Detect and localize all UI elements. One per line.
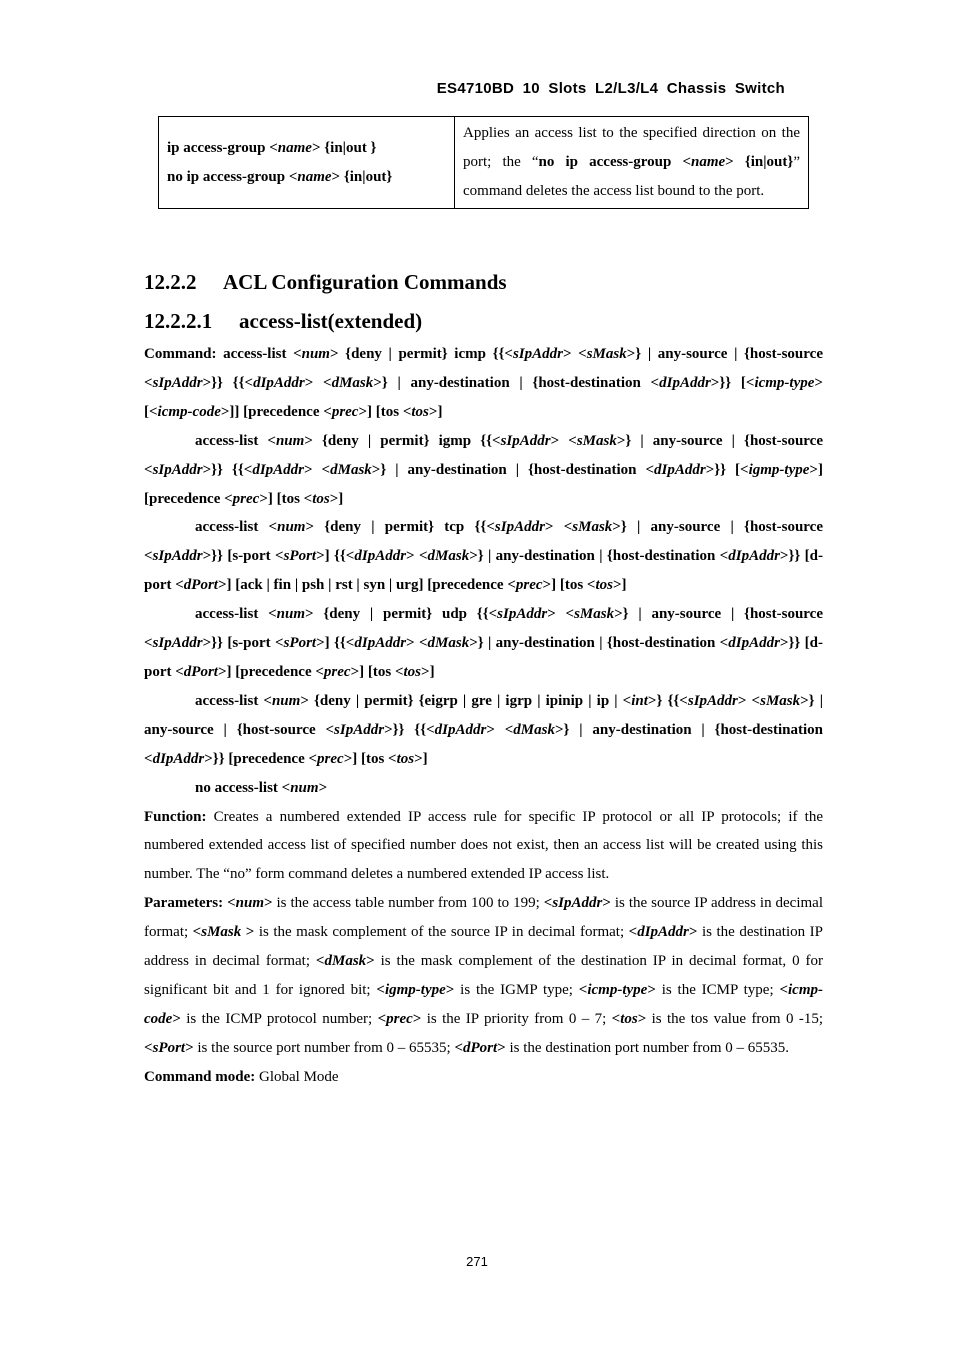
syntax-placeholder: icmp-code [157, 403, 221, 420]
syntax-keyword: >}} [< [710, 374, 755, 391]
parameter-text: < [377, 1010, 387, 1027]
syntax-keyword: >} | any-destination | {host-destination < [373, 374, 660, 391]
syntax-keyword: >]] [precedence < [220, 403, 332, 420]
parameter-text: > [241, 924, 255, 941]
parameter-text: > [185, 1039, 194, 1056]
command-syntax [144, 693, 823, 767]
mode-paragraph: Command mode: Global Mode [144, 1068, 339, 1085]
parameter-name: icmp-type [587, 981, 648, 998]
command-paragraph [144, 774, 823, 803]
syntax-keyword: >} | any-source | {host-source < [144, 519, 823, 565]
syntax-placeholder: num [301, 346, 330, 362]
section-heading: 12.2.2 ACL Configuration Commands [144, 270, 507, 294]
parameter-name: dPort [463, 1039, 498, 1056]
syntax-placeholder: dMask [427, 635, 470, 652]
syntax-keyword: access-list < [195, 432, 276, 449]
syntax-keyword: > < [406, 548, 428, 565]
syntax-keyword: > {deny | permit} igmp {{< [304, 432, 501, 449]
syntax-placeholder: tos [312, 490, 330, 507]
syntax-keyword: > < [406, 635, 428, 652]
syntax-placeholder: int [631, 692, 648, 709]
parameter-text: < [611, 1010, 621, 1027]
syntax-placeholder: sIpAddr [152, 374, 203, 391]
syntax-keyword: >} | any-source | {host-source < [144, 432, 824, 478]
page-number: 271 [466, 1254, 488, 1269]
syntax-keyword: > < [550, 432, 577, 449]
parameter-name: icmp-code [144, 981, 824, 1027]
command-syntax [144, 519, 823, 593]
syntax-placeholder: dIpAddr [152, 750, 205, 767]
syntax-keyword: > < [547, 606, 575, 623]
parameter-text: > [637, 1010, 647, 1027]
syntax-placeholder: dPort [183, 577, 218, 594]
syntax-placeholder: dIpAddr [728, 635, 780, 652]
parameters-text [144, 895, 823, 1056]
syntax-keyword: >} | any-destination | {host-destination < [371, 461, 654, 478]
parameter-name: sIpAddr [552, 895, 603, 912]
syntax-placeholder: dMask [513, 721, 555, 738]
parameter-name: dIpAddr [637, 924, 689, 941]
syntax-keyword: no access-list < [195, 779, 291, 796]
syntax-placeholder: dIpAddr [253, 374, 305, 391]
syntax-keyword: >] {{< [316, 635, 355, 652]
command-syntax-line: ip access-group <name> {in|out } [167, 139, 377, 156]
syntax-placeholder: sMask [586, 346, 627, 362]
syntax-placeholder: tos [595, 577, 613, 594]
syntax-keyword: > {deny | permit} {eigrp | gre | igrp | ipinip | ip | < [300, 692, 632, 709]
syntax-placeholder: dMask [331, 374, 374, 391]
parameter-text: < [223, 895, 236, 912]
syntax-keyword: >}} [d-port < [144, 548, 823, 594]
description-cell: Applies an access list to the specified direction on the port; the “no ip access-group <name> {in|out}” command deletes the access list bound to the port. [455, 117, 809, 209]
parameter-text: > [497, 1039, 506, 1056]
parameter-text: is the access table number from 100 to 199; [272, 895, 544, 912]
parameter-text: is the IGMP type; [454, 981, 579, 998]
parameter-text: is the destination IP address in decimal format; [144, 924, 823, 970]
syntax-keyword: >}} [s-port < [202, 635, 284, 652]
syntax-keyword: >} {{< [647, 692, 688, 709]
syntax-placeholder: sIpAddr [512, 346, 563, 362]
command-syntax [195, 780, 327, 796]
parameter-text: is the ICMP type; [655, 981, 780, 998]
syntax-keyword: >] [tos < [343, 750, 397, 767]
parameter-text: < [192, 924, 202, 941]
syntax-placeholder: dIpAddr [728, 548, 780, 565]
syntax-keyword: >] [precedence < [144, 461, 823, 507]
document-body [144, 340, 823, 1092]
syntax-placeholder: num [290, 779, 319, 796]
syntax-keyword: access-list < [216, 346, 302, 362]
parameter-text: < [628, 924, 638, 941]
command-syntax [144, 346, 823, 420]
syntax-keyword: >} | any-source | {host-source < [144, 346, 823, 391]
syntax-keyword: access-list < [195, 519, 278, 536]
syntax-keyword: > {deny | permit} tcp {{< [305, 519, 495, 536]
syntax-placeholder: sPort [283, 548, 317, 565]
parameter-text: is the ICMP protocol number; [180, 1010, 378, 1027]
parameter-text: < [144, 1039, 153, 1056]
parameter-text: is the mask complement of the source IP in decimal format; [254, 924, 629, 941]
syntax-placeholder: prec [232, 490, 260, 507]
syntax-placeholder: sIpAddr [152, 635, 203, 652]
syntax-placeholder: sIpAddr [500, 432, 551, 449]
parameter-text: is the tos value from 0 -15; [646, 1010, 824, 1027]
parameter-text: < [376, 981, 385, 998]
parameter-text: is the destination port number from 0 – 65535. [505, 1039, 790, 1056]
syntax-keyword: >] [ack | fin | psh | rst | syn | urg] [precedence < [217, 577, 516, 594]
syntax-keyword: >} | any-destination | {host-destination < [144, 721, 823, 767]
syntax-keyword: >}} {{< [202, 374, 254, 391]
syntax-placeholder: sPort [283, 635, 317, 652]
parameter-text: is the mask complement of the destination IP in decimal format, 0 for significant bit and 1 for ignored bit; [144, 953, 823, 998]
page-header: ES4710BD 10 Slots L2/L3/L4 Chassis Switch [436, 80, 785, 97]
parameter-text: < [779, 981, 789, 998]
command-syntax [144, 433, 823, 507]
function-paragraph: Function: Creates a numbered extended IP access rule for specific IP protocol or all IP protocols; if the numbered extended access list of specified number does not exist, then an access list will be created using this number. The “no” form command deletes a numbered extended IP access list. [144, 808, 823, 883]
syntax-keyword: >] [329, 490, 344, 507]
command-paragraph [144, 513, 823, 600]
syntax-keyword: >] [tos < [259, 490, 313, 507]
syntax-placeholder: sIpAddr [152, 548, 203, 565]
syntax-placeholder: sMask [576, 432, 617, 449]
parameter-name: prec [386, 1010, 413, 1027]
syntax-keyword: >}} [< [705, 461, 749, 478]
command-paragraph [144, 427, 823, 514]
parameter-text: > [412, 1010, 422, 1027]
syntax-keyword: >}} {{< [202, 461, 253, 478]
parameter-name: tos [620, 1010, 638, 1027]
parameter-name: num [235, 895, 264, 912]
syntax-placeholder: dIpAddr [354, 548, 407, 565]
syntax-placeholder: prec [515, 577, 543, 594]
syntax-keyword: >] [precedence < [217, 663, 324, 680]
syntax-keyword: > < [563, 346, 587, 362]
syntax-placeholder: dMask [330, 461, 372, 478]
syntax-placeholder: num [275, 432, 305, 449]
parameter-text: > [445, 981, 455, 998]
parameter-text: < [578, 981, 588, 998]
syntax-placeholder: igmp-type [748, 461, 810, 478]
syntax-keyword: >] [612, 577, 627, 594]
parameter-text: > [602, 895, 611, 912]
syntax-placeholder: num [277, 519, 306, 536]
syntax-placeholder: sIpAddr [152, 461, 203, 478]
command-paragraph [144, 687, 823, 774]
syntax-keyword: >] [tos < [358, 403, 412, 420]
syntax-keyword: >}} [precedence < [204, 750, 318, 767]
syntax-placeholder: dPort [183, 663, 218, 680]
parameter-text: > [688, 924, 698, 941]
syntax-keyword: access-list < [195, 606, 277, 623]
syntax-placeholder: dIpAddr [354, 635, 407, 652]
syntax-keyword: access-list < [195, 692, 272, 709]
parameter-text: < [315, 953, 325, 970]
syntax-keyword: >} | any-destination | {host-destination < [469, 635, 729, 652]
command-table [158, 116, 809, 209]
syntax-placeholder: prec [331, 403, 359, 420]
syntax-keyword: > < [304, 374, 332, 391]
syntax-keyword: >] [421, 663, 435, 680]
syntax-placeholder: icmp-type [754, 374, 815, 391]
syntax-placeholder: sIpAddr [494, 519, 545, 536]
syntax-placeholder: dIpAddr [252, 461, 305, 478]
syntax-placeholder: sMask [572, 519, 613, 536]
parameter-text: > [647, 981, 656, 998]
syntax-keyword: >} | any-destination | {host-destination < [469, 548, 729, 565]
syntax-placeholder: sIpAddr [334, 721, 385, 738]
syntax-keyword: >}} [s-port < [202, 548, 284, 565]
syntax-placeholder: tos [396, 750, 415, 767]
command-syntax-line: no ip access-group <name> {in|out} [167, 168, 393, 185]
syntax-keyword: > < [304, 461, 331, 478]
syntax-placeholder: tos [403, 663, 422, 680]
syntax-placeholder: dIpAddr [654, 461, 706, 478]
syntax-keyword: >}} {{< [384, 721, 435, 738]
syntax-keyword: > [< [144, 374, 823, 420]
syntax-keyword: >} | any-source | {host-source < [144, 606, 823, 652]
syntax-placeholder: dMask [427, 548, 470, 565]
command-syntax [144, 606, 823, 680]
syntax-placeholder: sMask [760, 692, 801, 709]
table-row [159, 117, 809, 209]
parameter-text: < [543, 895, 553, 912]
syntax-placeholder: sIpAddr [497, 606, 548, 623]
parameter-text: is the source IP address in decimal format; [144, 895, 823, 941]
parameter-text: > [264, 895, 273, 912]
syntax-placeholder: num [271, 692, 301, 709]
syntax-placeholder: dIpAddr [659, 374, 711, 391]
command-paragraph: Command: access-list <num> {deny | permit} icmp {{<sIpAddr> <sMask>} | any-source | {host-source <sIpAddr>}} {{<dIpAddr> <dMask>} | any-destination | {host-destination <dIpAddr>}} [<icmp-type> [<icmp-code>]] [precedence <prec>] [tos <tos>] [144, 346, 823, 420]
parameter-name: igmp-type [384, 981, 446, 998]
syntax-placeholder: dIpAddr [434, 721, 487, 738]
parameter-text: < [454, 1039, 463, 1056]
command-paragraph [144, 600, 823, 687]
command-cell [159, 117, 455, 209]
syntax-placeholder: tos [411, 403, 429, 420]
syntax-keyword: >] [tos < [542, 577, 596, 594]
syntax-keyword: >] [428, 403, 443, 420]
syntax-placeholder: sMask [574, 606, 615, 623]
syntax-placeholder: num [276, 606, 306, 623]
parameter-name: sPort [152, 1039, 186, 1056]
syntax-placeholder: prec [317, 750, 344, 767]
syntax-keyword: >} | any-source | {host-source < [144, 692, 823, 738]
syntax-keyword: > < [486, 721, 514, 738]
parameter-name: dMask [324, 953, 367, 970]
parameter-name: sMask [201, 924, 242, 941]
parameter-text: is the IP priority from 0 – 7; [421, 1010, 612, 1027]
subsection-heading: 12.2.2.1 access-list(extended) [144, 309, 423, 333]
syntax-keyword: >] {{< [316, 548, 355, 565]
syntax-keyword: >] [tos < [350, 663, 404, 680]
syntax-keyword: >}} [d-port < [144, 635, 823, 680]
parameters-paragraph: Parameters: <num> is the access table number from 100 to 199; <sIpAddr> is the source IP address in decimal format; <sMask > is the mask complement of the source IP in decimal format; <dIpAddr> is the destination IP address in decimal format; <dMask> is the mask complement of the destination IP in decimal format, 0 for significant bit and 1 for ignored bit; <igmp-type> is the IGMP type; <icmp-type> is the ICMP type; <icmp-code> is the ICMP protocol number; <prec> is the IP priority from 0 – 7; <tos> is the tos value from 0 -15; <sPort> is the source port number from 0 – 65535; <dPort> is the destination port number from 0 – 65535. [144, 895, 824, 1056]
syntax-keyword: > {deny | permit} udp {{< [305, 606, 498, 623]
syntax-keyword: >] [414, 750, 428, 767]
parameter-text: > [172, 1010, 181, 1027]
syntax-keyword: > [318, 779, 328, 796]
syntax-placeholder: sIpAddr [687, 692, 738, 709]
syntax-placeholder: prec [323, 663, 351, 680]
syntax-keyword: > < [737, 692, 761, 709]
syntax-keyword: > {deny | permit} icmp {{< [329, 346, 513, 362]
parameter-text: > [366, 953, 375, 970]
syntax-keyword: > < [544, 519, 573, 536]
parameter-text: is the source port number from 0 – 65535; [193, 1039, 455, 1056]
